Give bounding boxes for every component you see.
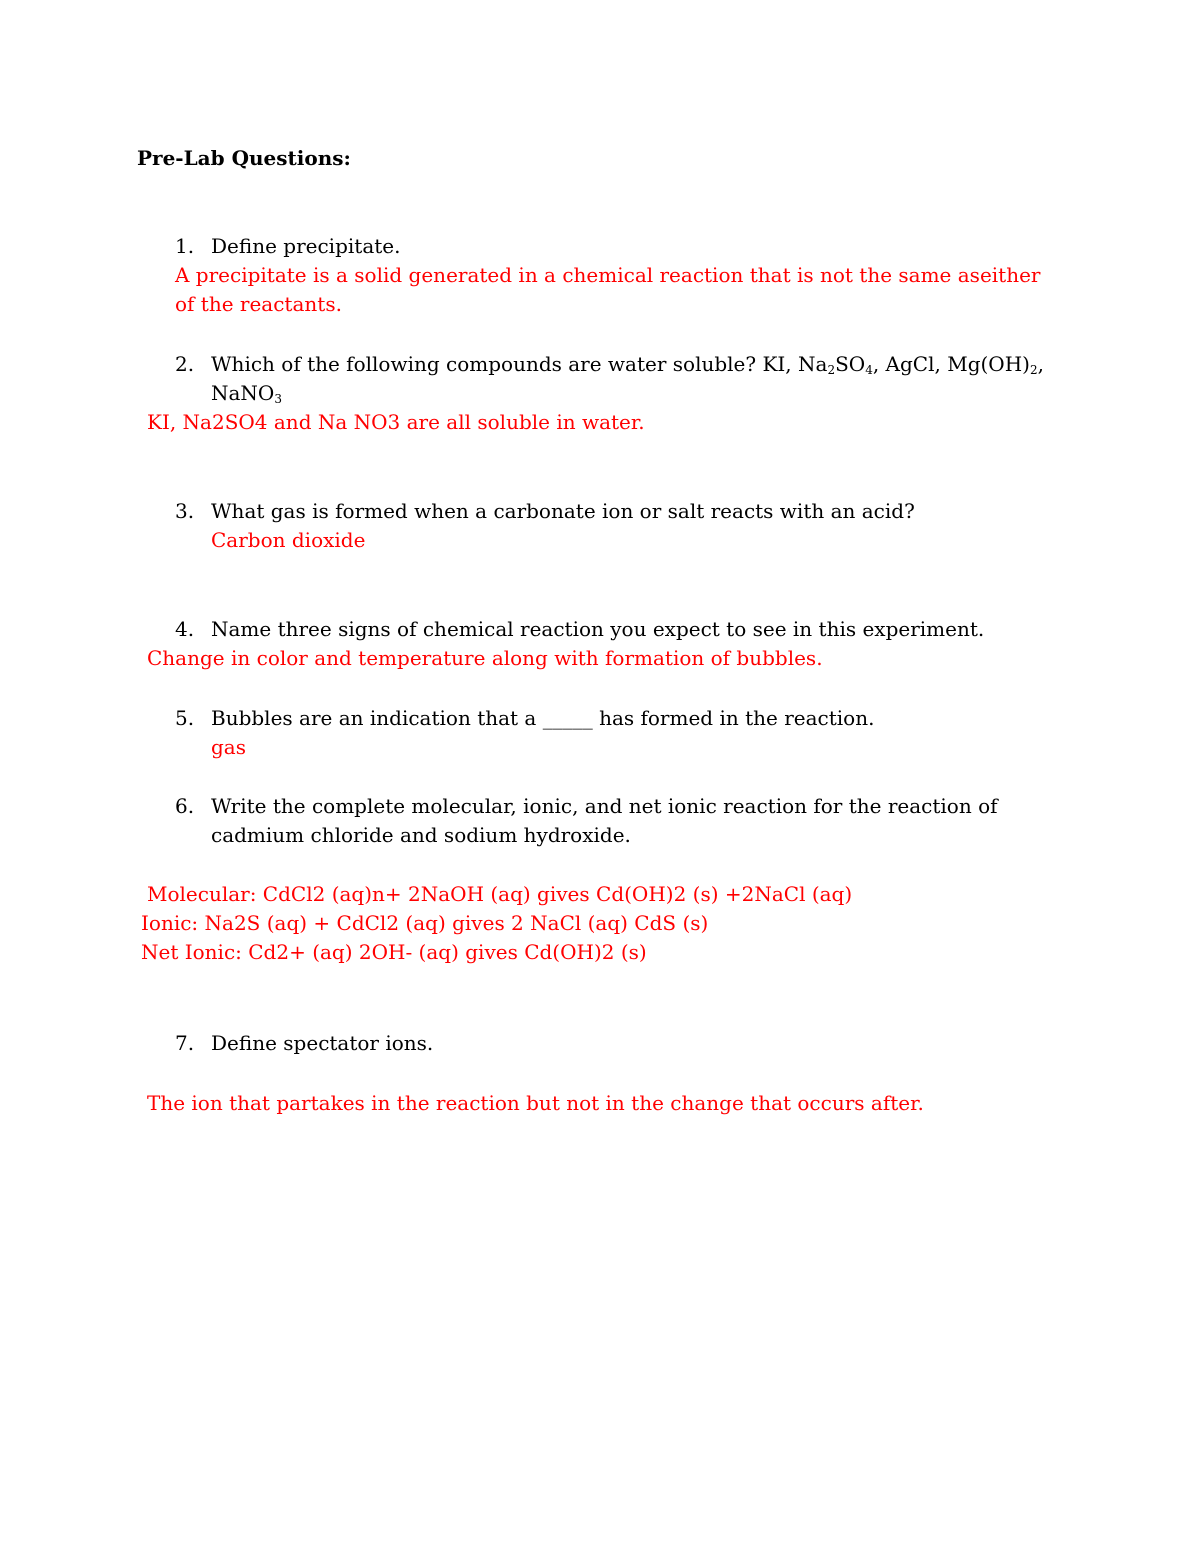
question-number: 2.	[175, 352, 195, 376]
question-text: Define spectator ions.	[211, 1031, 434, 1055]
answer-3: Carbon dioxide	[211, 528, 366, 552]
question-number: 6.	[175, 794, 195, 818]
page-title: Pre-Lab Questions:	[137, 146, 351, 170]
answer-1-line-2: of the reactants.	[175, 292, 342, 316]
question-number: 7.	[175, 1031, 195, 1055]
question-number: 4.	[175, 617, 195, 641]
question-6-line-2: cadmium chloride and sodium hydroxide.	[211, 823, 631, 847]
answer-4: Change in color and temperature along with formation of bubbles.	[147, 646, 823, 670]
question-text: What gas is formed when a carbonate ion or salt reacts with an acid?	[211, 499, 915, 523]
answer-2: KI, Na2SO4 and Na NO3 are all soluble in water.	[147, 410, 645, 434]
question-text: Define precipitate.	[211, 234, 401, 258]
question-number: 1.	[175, 234, 195, 258]
question-text: Which of the following compounds are water soluble? KI, $Na_2SO_4$, AgCl, $Mg(OH)_2$,	[211, 352, 1044, 377]
question-2-line-2: NaNO$_3$	[211, 381, 282, 406]
question-number: 3.	[175, 499, 195, 523]
answer-6-net-ionic: Net Ionic: Cd2+ (aq) 2OH- (aq) gives Cd(OH)2 (s)	[141, 940, 647, 964]
question-text: Bubbles are an indication that a _____ has formed in the reaction.	[211, 706, 875, 730]
answer-7: The ion that partakes in the reaction but not in the change that occurs after.	[147, 1091, 924, 1115]
question-text: Name three signs of chemical reaction you expect to see in this experiment.	[211, 617, 985, 641]
question-number: 5.	[175, 706, 195, 730]
answer-1-line-1: A precipitate is a solid generated in a chemical reaction that is not the same aseither	[175, 263, 1041, 287]
question-text: Write the complete molecular, ionic, and net ionic reaction for the reaction of	[211, 794, 998, 818]
answer-6-molecular: Molecular: CdCl2 (aq)n+ 2NaOH (aq) gives Cd(OH)2 (s) +2NaCl (aq)	[147, 882, 853, 906]
answer-6-ionic: Ionic: Na2S (aq) + CdCl2 (aq) gives 2 NaCl (aq) CdS (s)	[141, 911, 709, 935]
answer-5: gas	[211, 735, 246, 759]
